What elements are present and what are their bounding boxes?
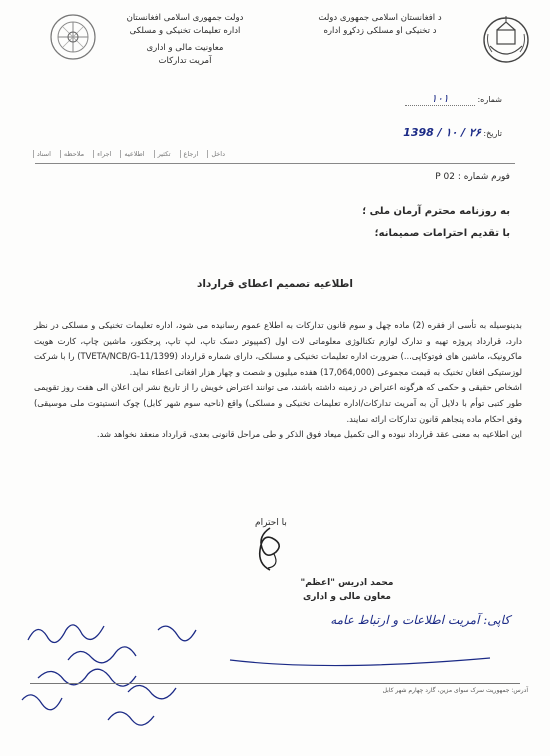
afghanistan-emblem-icon — [480, 10, 532, 66]
date-value: ۲۶ / ۱۰ / 1398 — [403, 126, 481, 139]
body-paragraph: این اطلاعیه به معنی عقد قرارداد نبوده و الی تکمیل میعاد فوق الذکر و طی مراحل قانونی بعدی، قرارداد منعقد نخواهد شد. — [96, 429, 522, 440]
header-left-line: اداره تعلیمات تخنیکی و مسلکی — [129, 26, 241, 36]
handwriting-underline-icon — [210, 650, 510, 680]
footer-address: آدرس: جمهوریت سرک سوای مزین، گارد چهارم شهر کابل — [382, 687, 528, 694]
header-left-sub-line: آمریت تدارکات — [158, 56, 212, 66]
copy-note-text: کاپی: آمریت اطلاعات و ارتباط عامه — [330, 613, 510, 627]
handwritten-annotation-icon — [8, 600, 208, 750]
attachment-item: ارجاع — [180, 150, 202, 158]
header-left-sub-line: معاونیت مالی و اداری — [146, 43, 224, 53]
signature-icon — [240, 520, 300, 575]
header-left — [100, 12, 270, 68]
attachment-item: ملاحظه — [60, 150, 87, 158]
greeting: با تقدیم احترامات صمیمانه؛ — [374, 228, 510, 239]
number-value: ۱۰۱ — [431, 92, 449, 105]
signatory — [262, 576, 432, 604]
body-paragraph: اشخاص حقیقی و حکمی که هرگونه اعتراض در زمینه داشته باشند، می توانند اعتراض خویش را از تاریخ نشر این اعلان الی هفت روز تقویمی طور کتبی توأم با دلایل آن به آمریت تدارکات/اداره تعلیمات تخنیکی و مسلکی) واقع (ناحیه سوم شهر کابل) چوک انستیتوت ملی موسیقی) وفق احکام ماده پنجاهم قانون تدارکات ارائه نمایند. — [34, 382, 522, 424]
header-left-line: دولت جمهوری اسلامی افغانستان — [126, 13, 244, 23]
attachment-item: اسناد — [33, 150, 54, 158]
notice-body — [34, 318, 522, 443]
letter-date — [403, 126, 502, 139]
footer-divider — [30, 683, 520, 684]
header-right — [280, 12, 480, 38]
header-right-line: د افغانستان اسلامی جمهوری دولت — [318, 13, 442, 23]
regards: با احترام — [255, 518, 287, 528]
attachment-item: اطلاعیه — [120, 150, 147, 158]
attachment-item: تکثیر — [154, 150, 174, 158]
number-label: شماره: — [477, 95, 502, 104]
attachment-item: داخل — [207, 150, 228, 158]
date-label: تاریخ: — [483, 129, 502, 138]
handwritten-copy-note — [210, 610, 510, 680]
signatory-position: معاون مالی و اداری — [303, 592, 391, 602]
signatory-name: محمد ادریس "اعظم" — [300, 578, 394, 588]
body-paragraph: بدینوسیله به تأسی از فقره (2) ماده چهل و سوم قانون تدارکات به اطلاع عموم رسانیده می شود، اداره تعلیمات تخنیکی و مسلکی در نظر دارد، قرارداد پروژه تهیه و تدارک لوازم تکنالوژی معلوماتی لات اول (کمپیوتر دسک تاپ، لپ تاپ، پرجکتور، ماشین چاپ، کارت هویت ماکرونیک، ماشین های فوتوکاپی...) ضرورت اداره تعلیمات تخنیکی و مسلکی، دارای شماره قرارداد (TVETA/NCB/G-11/1399) را با شرکت لوزستیکی افغان تخنیک به قیمت مجموعی (17,064,000) هفده میلیون و شصت و چهار هزار افغانی اعطاء نماید. — [34, 320, 523, 377]
divider — [35, 163, 515, 164]
recipient: به روزنامه محترم آرمان ملی ؛ — [362, 206, 510, 217]
attachment-item: اجراء — [93, 150, 114, 158]
notice-title: اطلاعیه تصمیم اعطای قرارداد — [196, 278, 354, 290]
attachment-row — [28, 150, 228, 158]
form-number: فورم شماره : P 02 — [435, 172, 510, 182]
letter-number — [405, 92, 502, 106]
institution-logo-icon — [48, 12, 98, 62]
header-right-line: د تخنیکی او مسلکی زدکړو اداره — [323, 26, 437, 36]
